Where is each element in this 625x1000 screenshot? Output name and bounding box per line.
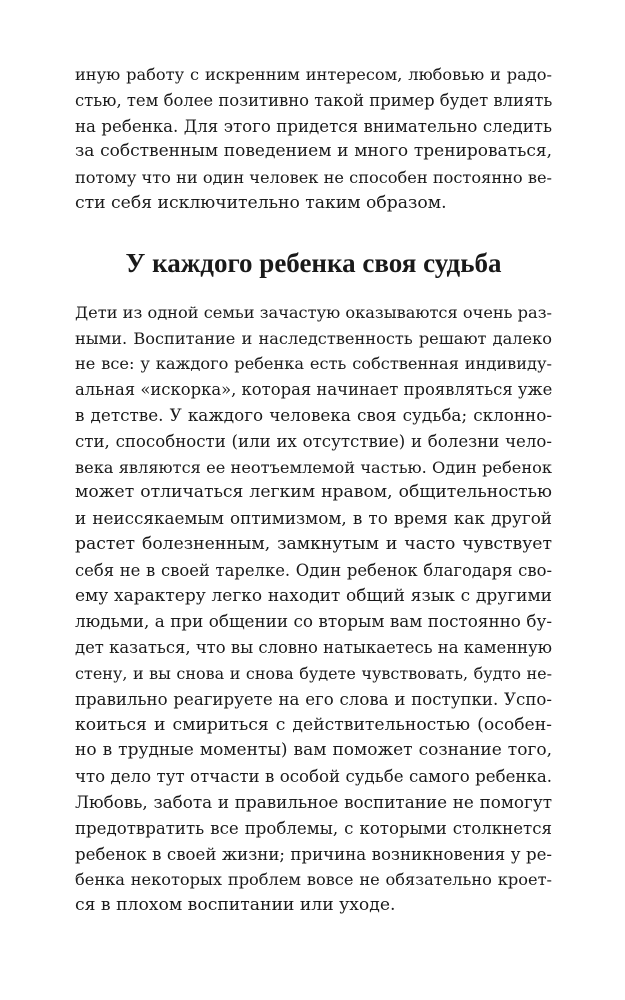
text-line: в детстве. У каждого человека своя судьба; склонно-	[75, 404, 552, 425]
paragraph-body	[75, 300, 552, 919]
text-line: Дети из одной семьи зачастую оказываются очень раз-	[75, 302, 552, 322]
text-line: на ребенка. Для этого придется внимательно следить	[75, 116, 552, 136]
text-line: себя не в своей тарелке. Один ребенок благодаря сво-	[75, 560, 552, 580]
text-line: коиться и смириться с действительностью (особен-	[75, 714, 552, 735]
text-line: сти себя исключительно таким образом.	[75, 192, 447, 213]
text-line: альная «искорка», которая начинает проявляться уже	[75, 380, 553, 400]
text-line: Любовь, забота и правильное воспитание не помогут	[75, 791, 552, 812]
text-line: за собственным поведением и много тренироваться,	[75, 141, 552, 162]
text-line: стену, и вы снова и снова будете чувствовать, будто не-	[75, 663, 552, 683]
text-line: что дело тут отчасти в особой судьбе самого ребенка.	[75, 767, 552, 787]
text-line: иную работу с искренним интересом, любовью и радо-	[75, 65, 552, 84]
text-line: стью, тем более позитивно такой пример будет влиять	[75, 90, 553, 110]
text-line: ему характеру легко находит общий язык с другими	[75, 585, 552, 606]
text-line: века являются ее неотъемлемой частью. Один ребенок	[75, 457, 552, 477]
text-line: может отличаться легким нравом, общительностью	[75, 482, 552, 503]
text-line: ся в плохом воспитании или уходе.	[75, 895, 396, 916]
paragraph-continued	[75, 62, 552, 217]
text-line: растет болезненным, замкнутым и часто чувствует	[75, 533, 552, 554]
text-line: сти, способности (или их отсутствие) и болезни чело-	[75, 431, 552, 451]
text-line: бенка некоторых проблем вовсе не обязательно кроет-	[75, 870, 552, 890]
text-line: потому что ни один человек не способен постоянно ве-	[75, 168, 552, 188]
text-line: дет казаться, что вы словно натыкаетесь на каменную	[75, 638, 552, 658]
text-line: ребенок в своей жизни; причина возникновения у ре-	[75, 844, 552, 864]
text-line: ными. Воспитание и наследственность решают далеко	[75, 328, 552, 348]
text-line: предотвратить все проблемы, с которыми столкнется	[75, 818, 552, 838]
text-line: людьми, а при общении со вторым вам постоянно бу-	[75, 611, 552, 632]
text-line: не все: у каждого ребенка есть собственная индивиду-	[75, 354, 552, 374]
page-content	[75, 62, 552, 919]
text-line: но в трудные моменты) вам поможет сознание того,	[75, 740, 552, 761]
text-line: и неиссякаемым оптимизмом, в то время как другой	[75, 508, 552, 529]
text-line: правильно реагируете на его слова и поступки. Успо-	[75, 689, 552, 709]
section-heading: У каждого ребенка своя судьба	[125, 247, 502, 278]
